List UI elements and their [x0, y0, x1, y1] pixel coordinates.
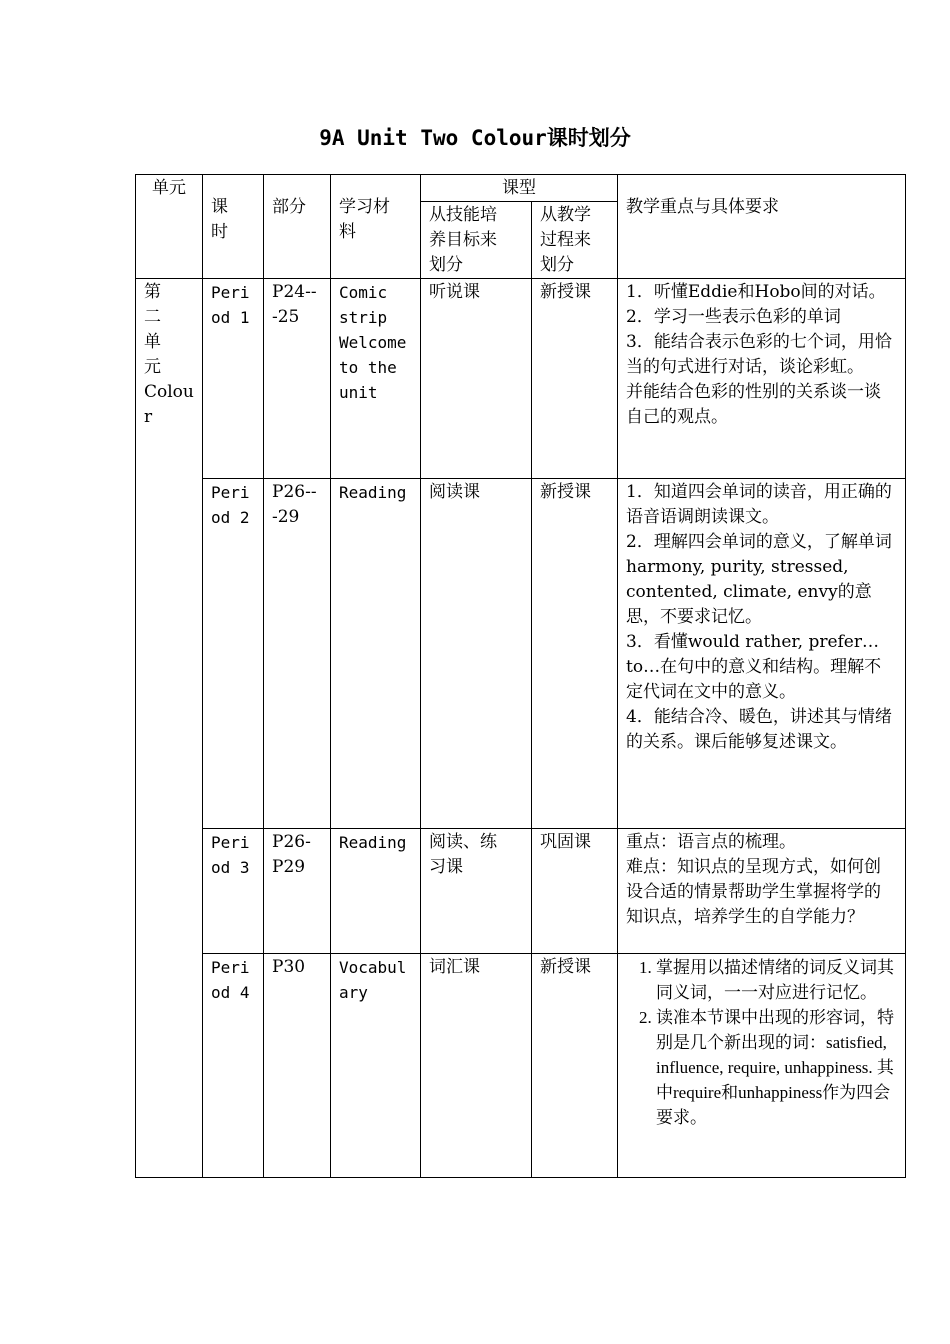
requirements-numbered-list	[626, 955, 897, 1130]
requirement-item: 重点：语言点的梳理。	[626, 832, 796, 852]
requirements-cell	[618, 829, 906, 954]
requirement-item: 2．学习一些表示色彩的单词	[626, 307, 841, 327]
requirement-item: 4．能结合冷、暖色，讲述其与情绪的关系。课后能够复述课文。	[626, 707, 892, 752]
header-lesson-type: 课型	[421, 175, 618, 202]
header-unit: 单元	[136, 175, 203, 279]
header-row	[136, 175, 906, 202]
period-cell: Peri od 3	[203, 829, 264, 954]
page-title	[0, 122, 950, 152]
skill-type-cell: 阅读课	[421, 479, 532, 829]
header-requirements: 教学重点与具体要求	[618, 175, 906, 279]
table-row	[136, 954, 906, 1178]
material-cell: Comic strip Welcome to the unit	[331, 279, 421, 479]
requirement-item: 并能结合色彩的性别的关系谈一谈自己的观点。	[626, 382, 881, 427]
requirement-item: 难点：知识点的呈现方式，如何创设合适的情景帮助学生掌握将学的知识点，培养学生的自学能力？	[626, 857, 881, 927]
part-cell: P30	[264, 954, 331, 1178]
requirement-item: 1．知道四会单词的读音，用正确的语音语调朗读课文。	[626, 482, 892, 527]
process-type-cell: 新授课	[532, 954, 618, 1178]
table-row	[136, 479, 906, 829]
skill-type-cell: 听说课	[421, 279, 532, 479]
skill-type-cell: 词汇课	[421, 954, 532, 1178]
material-cell: Reading	[331, 479, 421, 829]
header-by-skill: 从技能培 养目标来 划分	[421, 202, 532, 279]
part-cell: P26-- -29	[264, 479, 331, 829]
requirements-cell	[618, 479, 906, 829]
process-type-cell: 巩固课	[532, 829, 618, 954]
period-cell: Peri od 1	[203, 279, 264, 479]
lesson-plan-table	[135, 174, 906, 1178]
requirement-item: 2. 读准本节课中出现的形容词，特别是几个新出现的词：satisfied, influence, require, unhappiness. 其中require和unhappiness作为四会要求。	[656, 1005, 897, 1130]
requirements-cell	[618, 279, 906, 479]
title-latin: 9A Unit Two Colour	[319, 126, 547, 150]
period-cell: Peri od 2	[203, 479, 264, 829]
header-material: 学习材 料	[331, 175, 421, 279]
header-by-process: 从教学 过程来 划分	[532, 202, 618, 279]
requirement-item: 3．看懂would rather, prefer…to…在句中的意义和结构。理解不定代词在文中的意义。	[626, 632, 882, 702]
requirement-item: 1. 掌握用以描述情绪的词反义词其同义词，一一对应进行记忆。	[656, 955, 897, 1005]
requirement-item: 2．理解四会单词的意义，了解单词harmony, purity, stressed, contented, climate, envy的意思，不要求记忆。	[626, 532, 892, 627]
process-type-cell: 新授课	[532, 279, 618, 479]
requirements-cell	[618, 954, 906, 1178]
requirement-item: 3．能结合表示色彩的七个词，用恰当的句式进行对话，谈论彩虹。	[626, 332, 892, 377]
header-period: 课 时	[203, 175, 264, 279]
title-cjk: 课时划分	[546, 125, 631, 150]
header-part: 部分	[264, 175, 331, 279]
process-type-cell: 新授课	[532, 479, 618, 829]
material-cell: Reading	[331, 829, 421, 954]
unit-cell: 第 二 单 元 Colou r	[136, 279, 203, 1178]
period-cell: Peri od 4	[203, 954, 264, 1178]
part-cell: P24-- -25	[264, 279, 331, 479]
requirement-item: 1．听懂Eddie和Hobo间的对话。	[626, 282, 886, 302]
skill-type-cell: 阅读、练 习课	[421, 829, 532, 954]
part-cell: P26- P29	[264, 829, 331, 954]
material-cell: Vocabul ary	[331, 954, 421, 1178]
table-row	[136, 279, 906, 479]
table-row	[136, 829, 906, 954]
